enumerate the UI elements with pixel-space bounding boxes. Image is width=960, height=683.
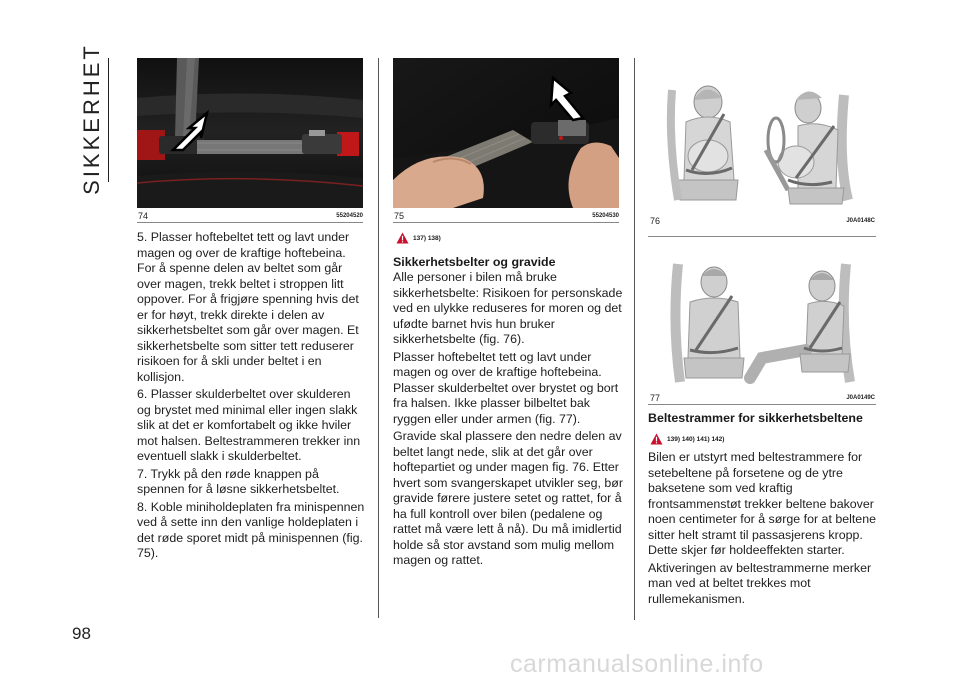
figure-rule (137, 222, 363, 223)
column3-text (648, 450, 880, 609)
paragraph: 5. Plasser hoftebeltet tett og lavt under magen og over de kraftige hoftebeina. For å spenne delen av beltet som går over magen, trekk beltet i stroppen litt oppover. For å frigjøre spenning hvis det er for høyt, trekk direkte i delen av sikkerhetsbeltet som går over magen. Et sikkerhetsbelte som sitter tett reduserer risikoen for å skli under beltet i en kollisjon. (137, 230, 359, 384)
paragraph: 7. Trykk på den røde knappen på spennen for å løsne sikkerhetsbeltet. (137, 466, 340, 496)
figure-code: J0A0148C (846, 218, 875, 224)
paragraph: 8. Koble miniholdeplaten fra minispennen ved å sette inn den vanlige holdeplaten i det røde sporet midt på minispennen (fig. 75). (137, 499, 365, 560)
warning-refs-text: 139) 140) 141) 142) (667, 435, 725, 443)
warning-triangle-icon (650, 433, 663, 445)
page-number: 98 (72, 624, 91, 643)
column-divider (378, 58, 379, 618)
section-title: SIKKERHET (79, 43, 104, 195)
warning-references (650, 433, 724, 445)
figure-number: 76 (650, 216, 661, 226)
paragraph: 6. Plasser skulderbeltet over skulderen og brystet med minimal eller ingen slakk slik at det er komfortabelt og ikke hviler mot halsen. Beltestrammeren trekker inn eventuell slakk i skulderbeltet. (137, 387, 361, 463)
mini-buckle-photo (393, 58, 619, 208)
column1-text (137, 230, 365, 564)
warning-refs-text: 137) 138) (413, 234, 441, 242)
figure-rule (648, 404, 876, 405)
paragraph: Bilen er utstyrt med beltestrammere for setebeltene på forsetene og de ytre baksetene som ved kraftig frontsammenstøt trekker beltene bakover noen centimeter for å sørge for at beltene sitter helt stramt til passasjerens kropp. Dette skjer før holdeeffekten starter. (648, 450, 876, 557)
belted-occupants-illustration (650, 254, 872, 384)
warning-triangle-icon (396, 232, 409, 244)
section-divider (108, 58, 109, 182)
figure-number: 75 (394, 211, 405, 221)
column2-text (393, 270, 623, 571)
figure-number: 74 (138, 211, 149, 221)
figure-code: 55204530 (592, 213, 619, 219)
figure-code: J0A0149C (846, 395, 875, 401)
column-divider (634, 58, 635, 620)
pregnant-passenger-illustration (648, 70, 860, 210)
paragraph: Plasser hoftebeltet tett og lavt under magen og over de kraftige hoftebeina. Plasser skulderbeltet over brystet og bort fra halsen. Ikke plasser bilbeltet bak ryggen eller under armen (fig. 77). (393, 349, 619, 426)
paragraph: Aktiveringen av beltestrammerne merker man ved at beltet trekkes mot rullemekanismen. (648, 560, 872, 606)
seatbelt-buckle-photo (137, 58, 363, 208)
figure-rule (648, 236, 876, 237)
section-heading: Beltestrammer for sikkerhetsbeltene (648, 411, 863, 425)
section-heading: Sikkerhetsbelter og gravide (393, 255, 556, 269)
warning-references (396, 232, 441, 244)
figure-rule (393, 222, 619, 223)
figure-number: 77 (650, 393, 661, 403)
paragraph: Alle personer i bilen må bruke sikkerhetsbelte: Risikoen for personskade ved en ulykke reduseres for moren og det ufødte barnet hvis hun bruker sikkerhetsbelte (fig. 76). (393, 270, 623, 346)
watermark: carmanualsonline.info (510, 650, 764, 678)
paragraph: Gravide skal plassere den nedre delen av beltet langt nede, slik at det går over hoftepartiet og under magen fig. 76. Etter hvert som svangerskapet utvikler seg, bør gravide førere justere setet og rattet, for å ha full kontroll over bilen (pedalene og rattet må være lett å nå). Du må imidlertid holde så stor avstand som mulig mellom magen og rattet. (393, 429, 624, 567)
figure-code: 55204520 (336, 213, 363, 219)
